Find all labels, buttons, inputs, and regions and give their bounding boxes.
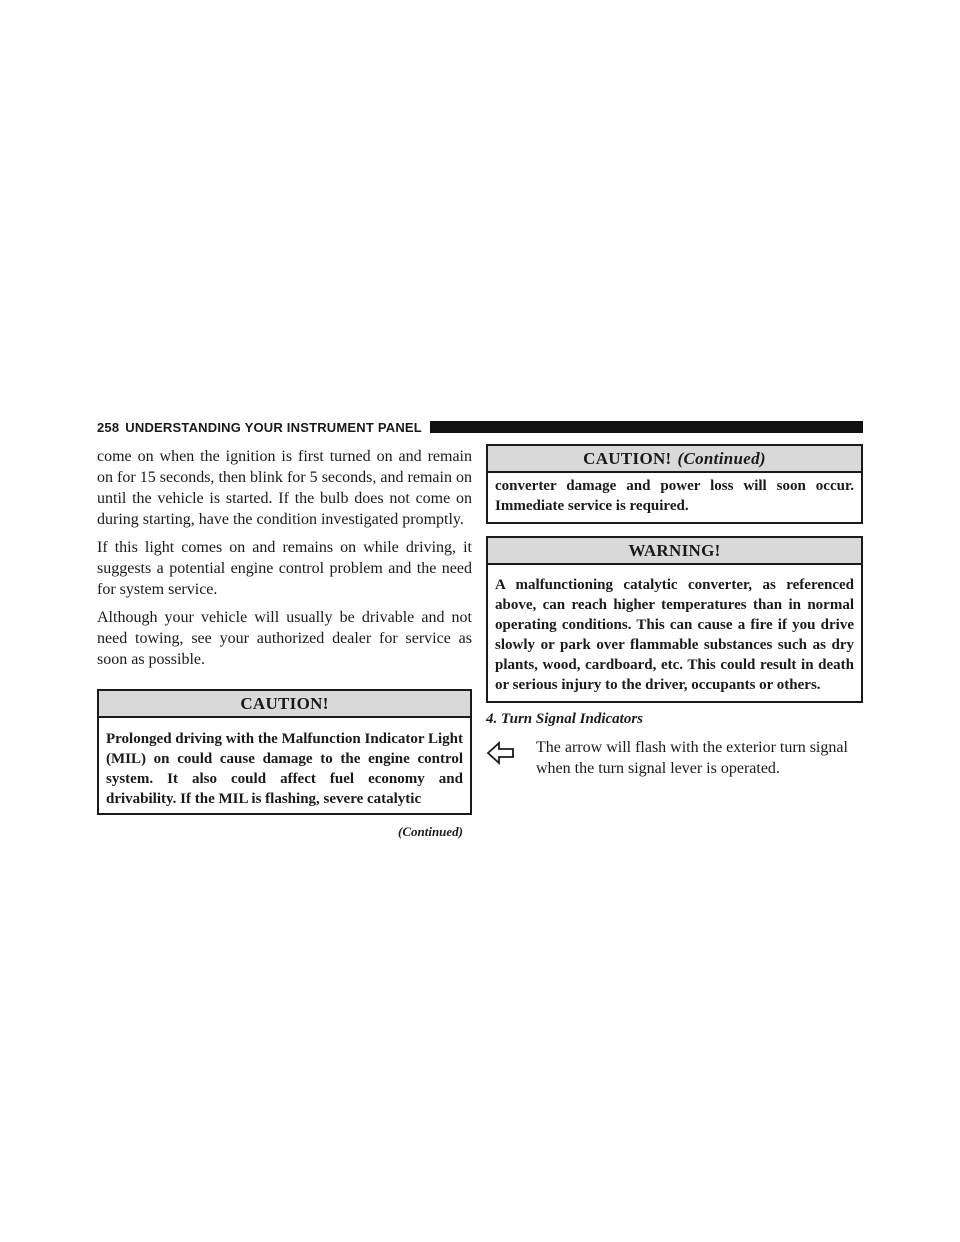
header-rule — [430, 421, 863, 433]
turn-signal-icon-wrap — [486, 737, 536, 770]
page-header — [97, 416, 863, 438]
continued-label: (Continued) — [397, 824, 463, 839]
body-paragraph: Although your vehicle will usually be drivable and not need towing, see your authorized dealer for service as soon as possible. — [97, 609, 472, 668]
turn-signal-heading: 4. Turn Signal Indicators — [486, 711, 643, 727]
warning-box — [486, 536, 863, 703]
turn-signal-description: The arrow will flash with the exterior turn signal when the turn signal lever is operated. — [536, 739, 848, 777]
caution-continued-label: CAUTION! — [583, 449, 672, 468]
caution-continued-title — [488, 446, 861, 473]
caution-box — [97, 689, 472, 815]
caution-continued-box — [486, 444, 863, 524]
body-paragraph: come on when the ignition is first turned on and remain on for 15 seconds, then blink for 5 seconds, and remain on until the vehicle is started. If the bulb does not come on during starting, have the condition investigated promptly. — [97, 448, 472, 528]
caution-text: Prolonged driving with the Malfunction Indicator Light (MIL) on could cause damage to the engine control system. It also could affect fuel economy and drivability. If the MIL is flashing, severe catalytic — [106, 731, 463, 807]
body-paragraph: If this light comes on and remains on while driving, it suggests a potential engine control problem and the need for system service. — [97, 539, 472, 598]
warning-text: A malfunctioning catalytic converter, as referenced above, can reach higher temperatures than in normal operating conditions. This can cause a fire if you drive slowly or park over flammable substances such as dry plants, wood, cardboard, etc. This could result in death or serious injury to the driver, occupants or others. — [495, 577, 854, 693]
right-column — [486, 444, 863, 779]
turn-signal-row — [486, 737, 863, 779]
warning-title: WARNING! — [488, 538, 861, 565]
turn-signal-arrow-icon — [486, 741, 516, 765]
caution-continued-subtitle: (Continued) — [677, 449, 766, 468]
left-column — [97, 446, 472, 840]
section-title: UNDERSTANDING YOUR INSTRUMENT PANEL — [125, 419, 422, 435]
page-number: 258 — [97, 419, 120, 435]
caution-continued-text: converter damage and power loss will soon occur. Immediate service is required. — [495, 478, 854, 514]
caution-title: CAUTION! — [99, 691, 470, 718]
